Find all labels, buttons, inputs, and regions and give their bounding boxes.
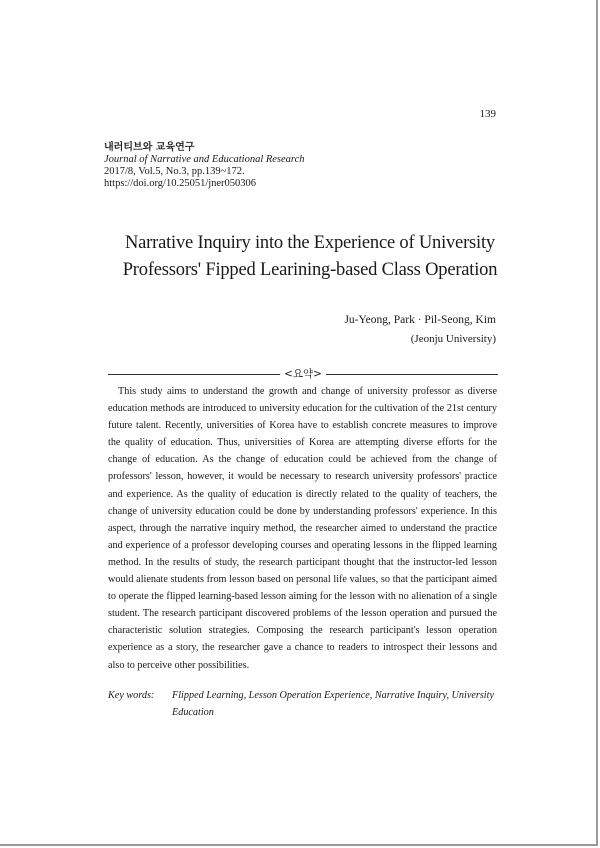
keywords (108, 687, 500, 721)
journal-doi[interactable]: https://doi.org/10.25051/jner050306 (104, 178, 257, 189)
affiliation: (Jeonju University) (410, 333, 496, 345)
keywords-values: Flipped Learning, Lesson Operation Experience, Narrative Inquiry, University Education (172, 690, 494, 718)
journal-issue: 2017/8, Vol.5, No.3, pp.139~172. (104, 166, 245, 177)
abstract-rule-left (108, 374, 280, 375)
journal-korean-title: 내러티브와 교육연구 (104, 142, 195, 153)
abstract-rule-right (326, 374, 498, 375)
keywords-label: Key words: (108, 690, 155, 701)
paper-title-line-1: Narrative Inquiry into the Experience of University (125, 233, 495, 253)
journal-info (104, 142, 305, 190)
paper-title (70, 230, 550, 284)
abstract-label: <요약> (284, 368, 322, 380)
abstract-header (108, 366, 498, 382)
journal-english-title: Journal of Narrative and Educational Research (104, 154, 305, 165)
paper-title-line-2: Professors' Fipped Learining-based Class Operation (122, 260, 498, 280)
page-number: 139 (479, 108, 496, 120)
abstract-text: This study aims to understand the growth and change of university professor as diverse education methods are introduced to university education for the cultivation of the 21st century future talent. Recently, universities of Korea have to establish concrete measures to improve the quality of education. Thus, universities of Korea are attempting diverse efforts for the change of education. As the change of education could be achieved from the change of professors' lesson, however, it would be necessary to research university professors' practice and experience. As the quality of education is directly related to the quality of teachers, the change of university education could be done by understanding professors' experience. In this aspect, through the narrative inquiry method, the researcher aimed to understand the practice and experience of a professor developing courses and operating lessons in the flipped learning method. In the results of study, the research participant thought that the instructor-led lesson would alienate students from lesson based on personal life values, so that the participant aimed to operate the flipped learning-based lesson aiming for the lesson with no alienation of a single student. The research participant discovered problems of the lesson operation and pursued the characteristic solution strategies. Composing the research participant's lesson operation experience as a story, the researcher gave a chance to readers to introspect their lessons and also to perceive other possibilities. (108, 386, 497, 671)
authors: Ju-Yeong, Park · Pil-Seong, Kim (344, 314, 496, 326)
